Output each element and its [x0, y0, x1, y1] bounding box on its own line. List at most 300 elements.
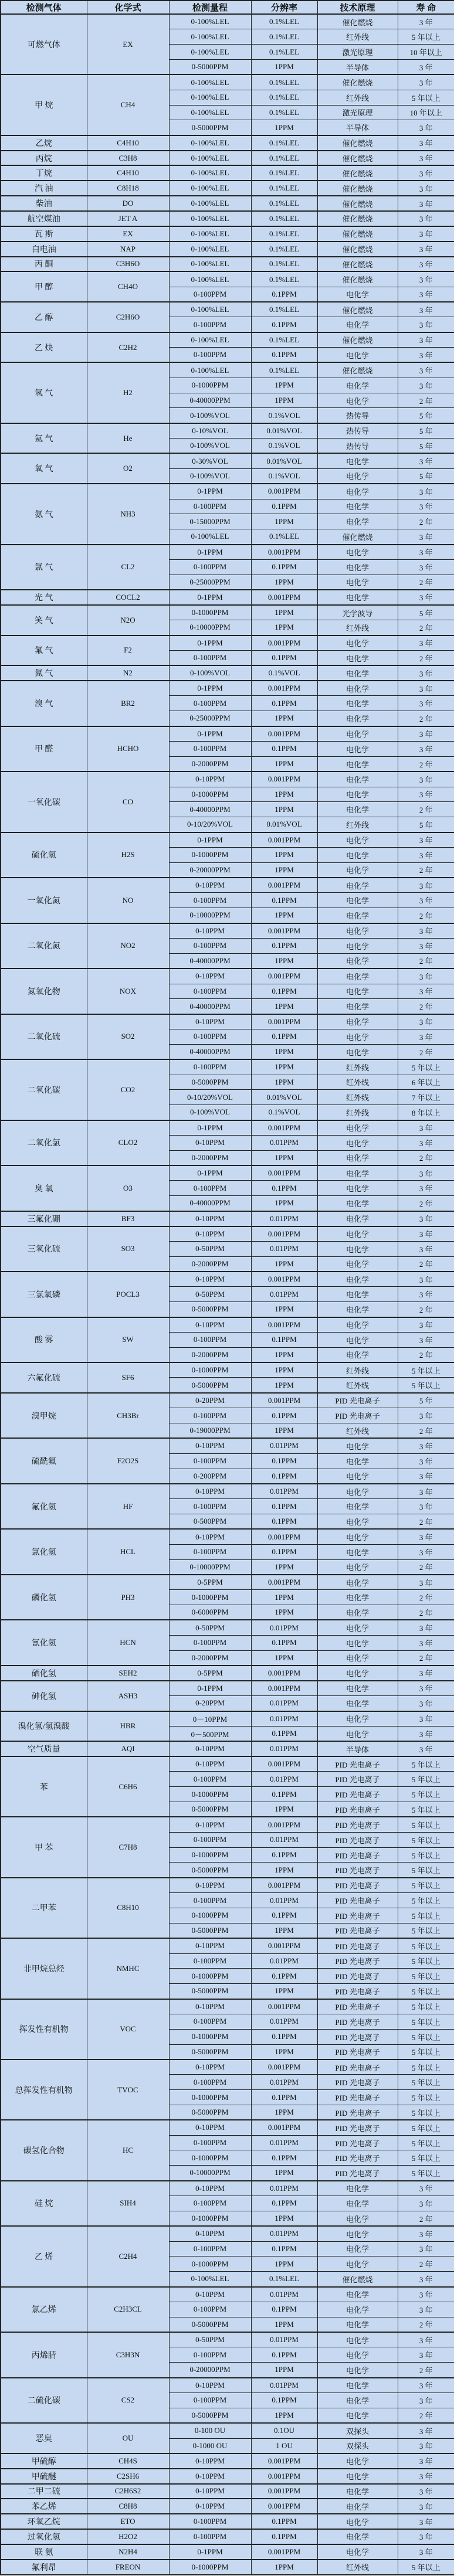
principle-cell: PID 光电离子	[317, 2044, 398, 2060]
resolution-cell: 1PPM	[251, 2408, 317, 2423]
lifespan-cell: 3 年	[398, 893, 454, 908]
table-row	[1, 832, 454, 848]
range-cell: 0-5PPM	[169, 1666, 251, 1681]
resolution-cell: 0.1PPM	[251, 1787, 317, 1802]
range-cell: 0-10000PPM	[169, 908, 251, 923]
formula-cell: SEH2	[87, 1666, 169, 1681]
resolution-cell: 0.1PPM	[251, 2150, 317, 2166]
principle-cell: 电化学	[317, 1014, 398, 1029]
gas-name-cell: 二氧化硫	[1, 1014, 87, 1060]
resolution-cell: 0.1PPM	[251, 742, 317, 757]
lifespan-cell: 5 年	[398, 817, 454, 832]
lifespan-cell: 3 年	[398, 847, 454, 862]
gas-name-cell: 一氧化碳	[1, 772, 87, 832]
principle-cell: 电化学	[317, 1590, 398, 1605]
table-row	[1, 165, 454, 181]
gas-name-cell: 氢 气	[1, 362, 87, 423]
table-row	[1, 635, 454, 651]
lifespan-cell: 2 年	[398, 620, 454, 635]
lifespan-cell: 3 年	[398, 2196, 454, 2211]
range-cell: 0-100%LEL	[169, 165, 251, 181]
range-cell: 0-10PPM	[169, 1226, 251, 1242]
formula-cell: C2H4	[87, 2226, 169, 2286]
lifespan-cell: 5 年以上	[398, 29, 454, 45]
lifespan-cell: 3 年	[398, 302, 454, 317]
resolution-cell: 0.1PPM	[251, 1908, 317, 1923]
lifespan-cell: 3 年	[398, 1181, 454, 1196]
gas-name-cell: 氟 气	[1, 635, 87, 666]
lifespan-cell: 3 年	[398, 1029, 454, 1045]
lifespan-cell: 3 年	[398, 1272, 454, 1287]
lifespan-cell: 3 年	[398, 332, 454, 348]
formula-cell: C4H10	[87, 165, 169, 181]
table-row	[1, 2544, 454, 2560]
gas-name-cell: 二氧化氯	[1, 1120, 87, 1166]
column-header-gas: 检测气体	[1, 1, 87, 14]
resolution-cell: 0.001PPM	[251, 726, 317, 742]
range-cell: 0-1000PPM	[169, 1590, 251, 1605]
formula-cell: NO2	[87, 923, 169, 969]
formula-cell: SW	[87, 1317, 169, 1363]
range-cell: 0-10PPM	[169, 1438, 251, 1453]
resolution-cell: 0.1PPM	[251, 559, 317, 575]
lifespan-cell: 3 年	[398, 271, 454, 287]
resolution-cell: 1PPM	[251, 1075, 317, 1090]
lifespan-cell: 3 年	[398, 1681, 454, 1696]
principle-cell: 红外线	[317, 1362, 398, 1378]
principle-cell: 电化学	[317, 1453, 398, 1469]
lifespan-cell: 5 年以上	[398, 1923, 454, 1938]
principle-cell: 电化学	[317, 1196, 398, 1211]
range-cell: 0-1PPM	[169, 681, 251, 696]
range-cell: 0-100PPM	[169, 348, 251, 363]
range-cell: 0-25000PPM	[169, 711, 251, 726]
range-cell: 0-100PPM	[169, 1635, 251, 1650]
range-cell: 0-5PPM	[169, 1575, 251, 1590]
table-row	[1, 590, 454, 605]
gas-name-cell: 氮 气	[1, 665, 87, 681]
range-cell: 0-2000PPM	[169, 1650, 251, 1666]
lifespan-cell: 3 年	[398, 2181, 454, 2196]
range-cell: 0-10000PPM	[169, 2166, 251, 2181]
range-cell: 0-10PPM	[169, 1999, 251, 2014]
principle-cell: 红外线	[317, 90, 398, 105]
range-cell: 0-100PPM	[169, 2075, 251, 2090]
range-cell: 0-10PPM	[169, 1741, 251, 1756]
lifespan-cell: 3 年	[398, 1620, 454, 1635]
gas-name-cell: 二氧化碳	[1, 1059, 87, 1120]
gas-name-cell: 丙烯腈	[1, 2332, 87, 2378]
resolution-cell: 0.001PPM	[251, 1529, 317, 1544]
formula-cell: PH3	[87, 1575, 169, 1620]
lifespan-cell: 2 年	[398, 2317, 454, 2332]
table-row	[1, 484, 454, 499]
resolution-cell: 0.1%LEL	[251, 242, 317, 257]
principle-cell: 电化学	[317, 2256, 398, 2272]
lifespan-cell: 3 年	[398, 1165, 454, 1181]
range-cell: 0-1000PPM	[169, 1969, 251, 1984]
principle-cell: 电化学	[317, 2378, 398, 2393]
range-cell: 0-1000PPM	[169, 847, 251, 862]
principle-cell: 电化学	[317, 1559, 398, 1575]
principle-cell: 电化学	[317, 1135, 398, 1150]
principle-cell: 电化学	[317, 2499, 398, 2514]
lifespan-cell: 3 年	[398, 14, 454, 29]
resolution-cell: 0.001PPM	[251, 832, 317, 848]
formula-cell: HCHO	[87, 726, 169, 772]
table-row	[1, 74, 454, 90]
lifespan-cell: 3 年	[398, 984, 454, 999]
principle-cell: 电化学	[317, 1438, 398, 1453]
resolution-cell: 0.01PPM	[251, 2135, 317, 2150]
lifespan-cell: 5 年以上	[398, 1059, 454, 1075]
table-row	[1, 271, 454, 287]
formula-cell: OU	[87, 2423, 169, 2453]
gas-name-cell: 甲 苯	[1, 1817, 87, 1877]
range-cell: 0-100PPM	[169, 2393, 251, 2408]
lifespan-cell: 3 年	[398, 362, 454, 378]
table-row	[1, 135, 454, 151]
resolution-cell: 0.1%LEL	[251, 226, 317, 242]
principle-cell: 电化学	[317, 772, 398, 787]
table-row	[1, 211, 454, 226]
principle-cell: 红外线	[317, 1378, 398, 1393]
lifespan-cell: 2 年	[398, 953, 454, 968]
resolution-cell: 0.1%LEL	[251, 165, 317, 181]
resolution-cell: 0.1PPM	[251, 2029, 317, 2044]
range-cell: 0-10PPM	[169, 1938, 251, 1953]
lifespan-cell: 3 年	[398, 1211, 454, 1226]
principle-cell: 电化学	[317, 468, 398, 484]
gas-name-cell: 光 气	[1, 590, 87, 605]
lifespan-cell: 2 年	[398, 2408, 454, 2423]
lifespan-cell: 3 年	[398, 1529, 454, 1544]
principle-cell: 电化学	[317, 1332, 398, 1347]
resolution-cell: 0.01PPM	[251, 2378, 317, 2393]
formula-cell: CH3Br	[87, 1393, 169, 1439]
table-row	[1, 1393, 454, 1408]
resolution-cell: 1PPM	[251, 1863, 317, 1878]
formula-cell: C3H6O	[87, 257, 169, 272]
range-cell: 0-10000PPM	[169, 620, 251, 635]
resolution-cell: 0.001PPM	[251, 484, 317, 499]
formula-cell: N2	[87, 665, 169, 681]
lifespan-cell: 3 年	[398, 2393, 454, 2408]
range-cell: 0-100PPM	[169, 1499, 251, 1514]
gas-name-cell: 硅 烷	[1, 2181, 87, 2227]
range-cell: 0-2000PPM	[169, 1150, 251, 1165]
gas-name-cell: 丙 酮	[1, 257, 87, 272]
principle-cell: 电化学	[317, 559, 398, 575]
lifespan-cell: 3 年	[398, 2272, 454, 2287]
resolution-cell: 1PPM	[251, 847, 317, 862]
principle-cell: 红外线	[317, 1423, 398, 1438]
resolution-cell: 0.01PPM	[251, 1484, 317, 1499]
lifespan-cell: 5 年以上	[398, 1817, 454, 1832]
principle-cell: 电化学	[317, 938, 398, 953]
lifespan-cell: 3 年	[398, 742, 454, 757]
table-row	[1, 2226, 454, 2241]
range-cell: 0-40000PPM	[169, 802, 251, 817]
resolution-cell: 0.1PPM	[251, 2302, 317, 2317]
column-header-resolution: 分辨率	[251, 1, 317, 14]
resolution-cell: 1PPM	[251, 1984, 317, 1999]
range-cell: 0-100PPM	[169, 2196, 251, 2211]
resolution-cell: 0.01PPM	[251, 1287, 317, 1302]
lifespan-cell: 3 年	[398, 1499, 454, 1514]
principle-cell: 电化学	[317, 2181, 398, 2196]
lifespan-cell: 3 年	[398, 2287, 454, 2302]
principle-cell: 电化学	[317, 2363, 398, 2378]
resolution-cell: 1PPM	[251, 1605, 317, 1620]
table-row	[1, 453, 454, 468]
range-cell: 0-5000PPM	[169, 1075, 251, 1090]
range-cell: 0-1000 OU	[169, 2438, 251, 2453]
principle-cell: 催化燃烧	[317, 196, 398, 211]
lifespan-cell: 3 年	[398, 2302, 454, 2317]
principle-cell: 电化学	[317, 2196, 398, 2211]
resolution-cell: 0.01PPM	[251, 1135, 317, 1150]
formula-cell: BR2	[87, 681, 169, 726]
resolution-cell: 0.1%LEL	[251, 45, 317, 60]
resolution-cell: 0.1%VOL	[251, 439, 317, 454]
resolution-cell: 0.1PPM	[251, 2090, 317, 2105]
range-cell: 0-1000PPM	[169, 2256, 251, 2272]
table-row	[1, 196, 454, 211]
range-cell: 0-2000PPM	[169, 1347, 251, 1362]
table-row	[1, 1756, 454, 1772]
resolution-cell: 0.1PPM	[251, 1181, 317, 1196]
resolution-cell: 0.1PPM	[251, 1332, 317, 1347]
resolution-cell: 1PPM	[251, 756, 317, 772]
resolution-cell: 1PPM	[251, 1923, 317, 1938]
resolution-cell: 0.01PPM	[251, 1620, 317, 1635]
lifespan-cell: 3 年	[398, 545, 454, 560]
table-row	[1, 726, 454, 742]
principle-cell: 光学波导	[317, 605, 398, 620]
resolution-cell: 1PPM	[251, 1044, 317, 1059]
lifespan-cell: 3 年	[398, 1453, 454, 1469]
range-cell: 0-10PPM	[169, 968, 251, 984]
range-cell: 0-100PPM	[169, 1453, 251, 1469]
range-cell: 0-100PPM	[169, 2347, 251, 2363]
gas-name-cell: 苯	[1, 1756, 87, 1817]
lifespan-cell: 5 年以上	[398, 2014, 454, 2029]
resolution-cell: 0.1PPM	[251, 2241, 317, 2256]
table-row	[1, 2181, 454, 2196]
lifespan-cell: 3 年	[398, 242, 454, 257]
resolution-cell: 0.1OU	[251, 2423, 317, 2438]
range-cell: 0-100PPM	[169, 559, 251, 575]
lifespan-cell: 5 年以上	[398, 2075, 454, 2090]
formula-cell: ASH3	[87, 1681, 169, 1711]
range-cell: 0-20000PPM	[169, 862, 251, 878]
lifespan-cell: 5 年	[398, 423, 454, 439]
lifespan-cell: 3 年	[398, 74, 454, 90]
formula-cell: CLO2	[87, 1120, 169, 1166]
lifespan-cell: 3 年	[398, 181, 454, 196]
formula-cell: SO3	[87, 1226, 169, 1272]
resolution-cell: 1PPM	[251, 908, 317, 923]
lifespan-cell: 3 年	[398, 2332, 454, 2347]
range-cell: 0-200PPM	[169, 1469, 251, 1484]
resolution-cell: 0.1PPM	[251, 1408, 317, 1423]
principle-cell: PID 光电离子	[317, 2029, 398, 2044]
lifespan-cell: 3 年	[398, 529, 454, 545]
range-cell: 0-100%LEL	[169, 74, 251, 90]
table-row	[1, 1226, 454, 1242]
range-cell: 0-10PPM	[169, 1014, 251, 1029]
lifespan-cell: 3 年	[398, 938, 454, 953]
formula-cell: JET A	[87, 211, 169, 226]
formula-cell: CO	[87, 772, 169, 832]
resolution-cell: 0.001PPM	[251, 2469, 317, 2484]
range-cell: 0-30%VOL	[169, 453, 251, 468]
gas-name-cell: 三氧化硫	[1, 1226, 87, 1272]
principle-cell: 电化学	[317, 2469, 398, 2484]
resolution-cell: 1PPM	[251, 60, 317, 75]
principle-cell: PID 光电离子	[317, 1756, 398, 1772]
formula-cell: ETO	[87, 2514, 169, 2529]
principle-cell: 热传导	[317, 423, 398, 439]
range-cell: 0-10PPM	[169, 878, 251, 893]
principle-cell: 电化学	[317, 862, 398, 878]
resolution-cell: 0.1PPM	[251, 1514, 317, 1530]
range-cell: 0-10PPM	[169, 2484, 251, 2499]
principle-cell: 电化学	[317, 832, 398, 848]
lifespan-cell: 3 年	[398, 1317, 454, 1333]
table-row	[1, 1272, 454, 1287]
principle-cell: 电化学	[317, 2317, 398, 2332]
table-row	[1, 2484, 454, 2499]
range-cell: 0-1PPM	[169, 2544, 251, 2560]
resolution-cell: 0.01%VOL	[251, 817, 317, 832]
range-cell: 0-15000PPM	[169, 514, 251, 529]
resolution-cell: 0.1PPM	[251, 2529, 317, 2544]
lifespan-cell: 3 年	[398, 2423, 454, 2438]
range-cell: 0-20PPM	[169, 1696, 251, 1711]
principle-cell: 电化学	[317, 802, 398, 817]
table-row	[1, 2453, 454, 2469]
lifespan-cell: 5 年以上	[398, 2060, 454, 2075]
lifespan-cell: 5 年以上	[398, 1969, 454, 1984]
gas-name-cell: 甲硫醇	[1, 2453, 87, 2469]
resolution-cell: 0.1%VOL	[251, 468, 317, 484]
range-cell: 0-1PPM	[169, 832, 251, 848]
resolution-cell: 1PPM	[251, 1559, 317, 1575]
lifespan-cell: 2 年	[398, 1302, 454, 1317]
lifespan-cell: 3 年	[398, 832, 454, 848]
range-cell: 0-100%LEL	[169, 14, 251, 29]
principle-cell: 半导体	[317, 120, 398, 135]
resolution-cell: 1PPM	[251, 1256, 317, 1272]
formula-cell: CH4S	[87, 2453, 169, 2469]
resolution-cell: 0.001PPM	[251, 1317, 317, 1333]
resolution-cell: 1PPM	[251, 1302, 317, 1317]
range-cell: 0-10PPM	[169, 2120, 251, 2135]
principle-cell: 电化学	[317, 2453, 398, 2469]
resolution-cell: 1PPM	[251, 575, 317, 590]
range-cell: 0-100%LEL	[169, 271, 251, 287]
range-cell: 0-1PPM	[169, 590, 251, 605]
gas-name-cell: 磷化氢	[1, 1575, 87, 1620]
principle-cell: 催化燃烧	[317, 165, 398, 181]
resolution-cell: 1PPM	[251, 1590, 317, 1605]
lifespan-cell: 5 年	[398, 408, 454, 423]
lifespan-cell: 2 年	[398, 1559, 454, 1575]
formula-cell: O2	[87, 453, 169, 484]
range-cell: 0-10%VOL	[169, 423, 251, 439]
resolution-cell: 0.1%LEL	[251, 302, 317, 317]
resolution-cell: 0.01PPM	[251, 2287, 317, 2302]
gas-name-cell: 氨 气	[1, 484, 87, 544]
range-cell: 0-5000PPM	[169, 2105, 251, 2120]
table-row	[1, 2514, 454, 2529]
table-row	[1, 1317, 454, 1333]
range-cell: 0-10000PPM	[169, 1559, 251, 1575]
lifespan-cell: 3 年	[398, 2469, 454, 2484]
lifespan-cell: 5 年	[398, 605, 454, 620]
formula-cell: C2H6S2	[87, 2484, 169, 2499]
principle-cell: 电化学	[317, 1150, 398, 1165]
principle-cell: PID 光电离子	[317, 1923, 398, 1938]
range-cell: 0-1PPM	[169, 484, 251, 499]
principle-cell: PID 光电离子	[317, 1408, 398, 1423]
resolution-cell: 0.1PPM	[251, 2393, 317, 2408]
lifespan-cell: 3 年	[398, 287, 454, 302]
table-row	[1, 772, 454, 787]
range-cell: 0-1PPM	[169, 1165, 251, 1181]
lifespan-cell: 10 年以上	[398, 105, 454, 120]
table-row	[1, 2529, 454, 2544]
formula-cell: CS2	[87, 2378, 169, 2424]
resolution-cell: 0.1PPM	[251, 1029, 317, 1045]
range-cell: 0-100PPM	[169, 1408, 251, 1423]
resolution-cell: 0.001PPM	[251, 2484, 317, 2499]
formula-cell: C8H10	[87, 1878, 169, 1938]
range-cell: 0-100PPM	[169, 938, 251, 953]
range-cell: 0-10PPM	[169, 772, 251, 787]
table-row	[1, 14, 454, 29]
lifespan-cell: 3 年	[398, 635, 454, 651]
range-cell: 0-10PPM	[169, 2287, 251, 2302]
range-cell: 0-10PPM	[169, 1529, 251, 1544]
table-row	[1, 1666, 454, 1681]
range-cell: 0-10PPM	[169, 2453, 251, 2469]
gas-name-cell: 过氧化氢	[1, 2529, 87, 2544]
principle-cell: 红外线	[317, 1105, 398, 1120]
lifespan-cell: 7 年以上	[398, 1090, 454, 1105]
range-cell: 0-5000PPM	[169, 1923, 251, 1938]
range-cell: 0-1000PPM	[169, 2150, 251, 2166]
resolution-cell: 0.1%LEL	[251, 271, 317, 287]
formula-cell: N2O	[87, 605, 169, 635]
principle-cell: 电化学	[317, 711, 398, 726]
principle-cell: 电化学	[317, 696, 398, 711]
lifespan-cell: 5 年	[398, 1393, 454, 1408]
formula-cell: NAP	[87, 242, 169, 257]
principle-cell: 电化学	[317, 1241, 398, 1256]
principle-cell: 电化学	[317, 2408, 398, 2423]
resolution-cell: 0.1%LEL	[251, 105, 317, 120]
resolution-cell: 0.01PPM	[251, 2332, 317, 2347]
lifespan-cell: 2 年	[398, 1605, 454, 1620]
resolution-cell: 1PPM	[251, 1423, 317, 1438]
principle-cell: 电化学	[317, 1029, 398, 1045]
principle-cell: 电化学	[317, 1120, 398, 1136]
range-cell: 0-10PPM	[169, 1756, 251, 1772]
gas-name-cell: 三氟化硼	[1, 1211, 87, 1226]
